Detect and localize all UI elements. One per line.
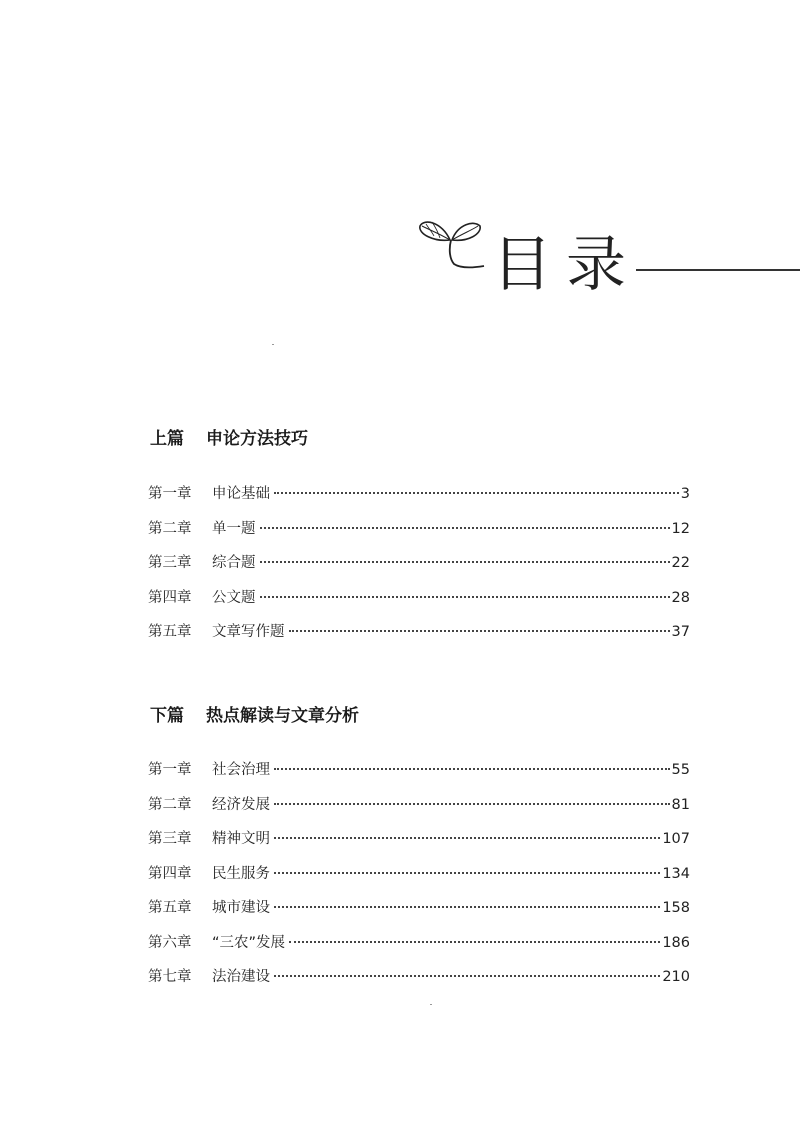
toc-entry[interactable]	[148, 793, 690, 828]
part-label: 下篇	[150, 706, 184, 726]
page-number: 107	[662, 831, 690, 847]
toc-entry[interactable]	[148, 827, 690, 862]
page-number: 55	[671, 762, 690, 778]
toc-entry[interactable]	[148, 551, 690, 586]
chapter-number: 第六章	[148, 934, 192, 951]
dot-leader	[274, 975, 660, 977]
dot-leader	[289, 941, 660, 943]
chapter-list-part-1	[148, 482, 690, 655]
chapter-number: 第一章	[148, 486, 192, 502]
chapter-number: 第三章	[148, 555, 192, 571]
chapter-number: 第四章	[148, 865, 192, 882]
chapter-title: 民生服务	[212, 865, 270, 882]
dot-leader	[274, 768, 670, 770]
part-label: 上篇	[150, 429, 184, 449]
page-number: 12	[671, 520, 690, 537]
page-number: 158	[662, 900, 690, 916]
chapter-title: 综合题	[212, 555, 256, 571]
scan-speck	[272, 344, 274, 345]
chapter-number: 第二章	[148, 520, 192, 537]
page-number: 22	[671, 555, 690, 571]
title-rule	[636, 269, 800, 271]
chapter-number: 第五章	[148, 900, 192, 916]
dot-leader	[260, 527, 670, 529]
page-number: 210	[662, 969, 690, 985]
part-heading-2	[150, 705, 359, 727]
chapter-title: 社会治理	[212, 762, 270, 778]
chapter-number: 第五章	[148, 624, 192, 640]
toc-entry[interactable]	[148, 620, 690, 655]
dot-leader	[274, 492, 679, 494]
toc-title: 目录	[492, 230, 640, 300]
toc-entry[interactable]	[148, 896, 690, 931]
chapter-title: 公文题	[212, 589, 256, 606]
dot-leader	[274, 872, 660, 874]
chapter-number: 第四章	[148, 589, 192, 606]
chapter-title: “三农”发展	[212, 934, 286, 951]
chapter-number: 第七章	[148, 969, 192, 985]
dot-leader	[274, 837, 660, 839]
toc-entry[interactable]	[148, 862, 690, 897]
chapter-title: 精神文明	[212, 831, 270, 847]
toc-entry[interactable]	[148, 931, 690, 966]
chapter-number: 第三章	[148, 831, 192, 847]
page-number: 81	[671, 796, 690, 813]
toc-entry[interactable]	[148, 965, 690, 1000]
dot-leader	[260, 561, 670, 563]
part-title: 热点解读与文章分析	[206, 706, 359, 726]
chapter-number: 第二章	[148, 796, 192, 813]
toc-entry[interactable]	[148, 586, 690, 621]
chapter-title: 经济发展	[212, 796, 270, 813]
dot-leader	[274, 906, 660, 908]
part-heading-1	[150, 428, 308, 450]
chapter-title: 法治建设	[212, 969, 270, 985]
chapter-title: 单一题	[212, 520, 256, 537]
dot-leader	[260, 596, 670, 598]
sprout-icon	[416, 214, 486, 280]
chapter-title: 申论基础	[212, 486, 270, 502]
chapter-title: 文章写作题	[212, 624, 285, 640]
page-number: 37	[671, 624, 690, 640]
dot-leader	[274, 803, 670, 805]
scan-speck	[430, 1004, 432, 1005]
page-number: 134	[662, 865, 690, 882]
toc-entry[interactable]	[148, 758, 690, 793]
toc-entry[interactable]	[148, 482, 690, 517]
chapter-list-part-2	[148, 758, 690, 1000]
part-title: 申论方法技巧	[206, 429, 308, 449]
dot-leader	[289, 630, 670, 632]
page-number: 186	[662, 934, 690, 951]
chapter-title: 城市建设	[212, 900, 270, 916]
page-number: 3	[680, 486, 690, 502]
page-number: 28	[671, 589, 690, 606]
toc-entry[interactable]	[148, 517, 690, 552]
chapter-number: 第一章	[148, 762, 192, 778]
